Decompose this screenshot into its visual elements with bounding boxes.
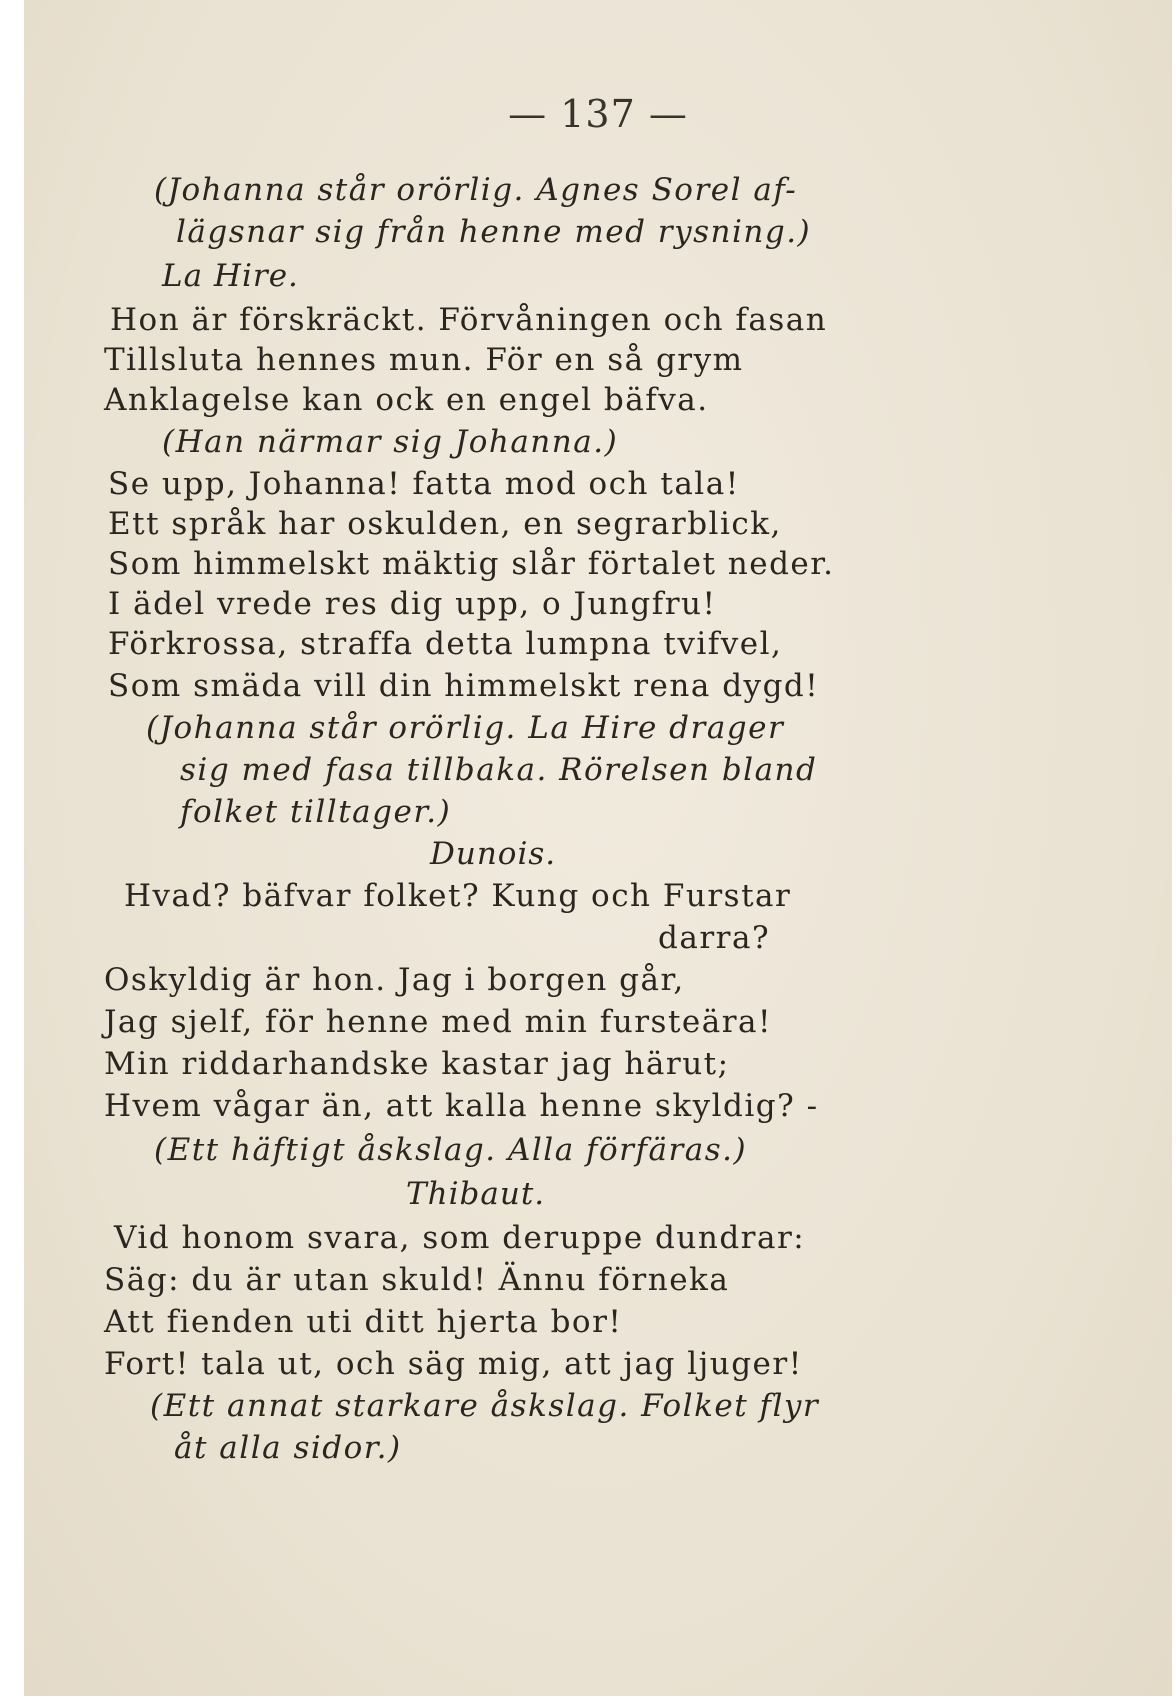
page-number: — 137 — — [508, 92, 688, 136]
verse-line: I ädel vrede res dig upp, o Jungfru! — [108, 586, 717, 622]
verse-line: Att fienden uti ditt hjerta bor! — [104, 1304, 623, 1340]
speaker-name: Dunois. — [430, 836, 557, 872]
verse-line: Tillsluta hennes mun. För en så grym — [104, 342, 744, 378]
speaker-name: La Hire. — [162, 258, 299, 294]
stage-direction: lägsnar sig från henne med rysning.) — [176, 214, 812, 250]
book-page — [24, 0, 1172, 1696]
verse-line: Ett språk har oskulden, en segrarblick, — [108, 506, 782, 542]
stage-direction: (Han närmar sig Johanna.) — [162, 424, 619, 460]
verse-line: Hvad? bäfvar folket? Kung och Furstar — [124, 878, 792, 914]
verse-line: Hon är förskräckt. Förvåningen och fasan — [110, 302, 828, 338]
verse-line: Oskyldig är hon. Jag i borgen går, — [104, 962, 685, 998]
verse-line: Fort! tala ut, och säg mig, att jag ljuger! — [104, 1346, 803, 1382]
verse-line: Anklagelse kan ock en engel bäfva. — [104, 382, 709, 418]
stage-direction: (Johanna står orörlig. La Hire drager — [146, 710, 785, 746]
stage-direction: åt alla sidor.) — [174, 1430, 402, 1466]
verse-line: Som himmelskt mäktig slår förtalet neder. — [108, 546, 835, 582]
stage-direction: sig med fasa tillbaka. Rörelsen bland — [180, 752, 818, 788]
verse-line: Förkrossa, straffa detta lumpna tvifvel, — [108, 626, 783, 662]
verse-line: Min riddarhandske kastar jag härut; — [104, 1046, 730, 1082]
speaker-name: Thibaut. — [406, 1176, 546, 1212]
verse-line: Jag sjelf, för henne med min fursteära! — [104, 1004, 772, 1040]
verse-line: Som smäda vill din himmelskt rena dygd! — [108, 668, 820, 704]
verse-line: Se upp, Johanna! fatta mod och tala! — [108, 466, 740, 502]
stage-direction: (Ett annat starkare åskslag. Folket flyr — [150, 1388, 820, 1424]
stage-direction: (Johanna står orörlig. Agnes Sorel af- — [154, 172, 798, 208]
stage-direction: (Ett häftigt åskslag. Alla förfäras.) — [154, 1132, 748, 1168]
verse-line: darra? — [658, 920, 771, 956]
verse-line: Vid honom svara, som deruppe dundrar: — [114, 1220, 806, 1256]
verse-line: Hvem vågar än, att kalla henne skyldig? - — [104, 1088, 819, 1124]
verse-line: Säg: du är utan skuld! Ännu förneka — [104, 1262, 730, 1298]
stage-direction: folket tilltager.) — [180, 794, 452, 830]
